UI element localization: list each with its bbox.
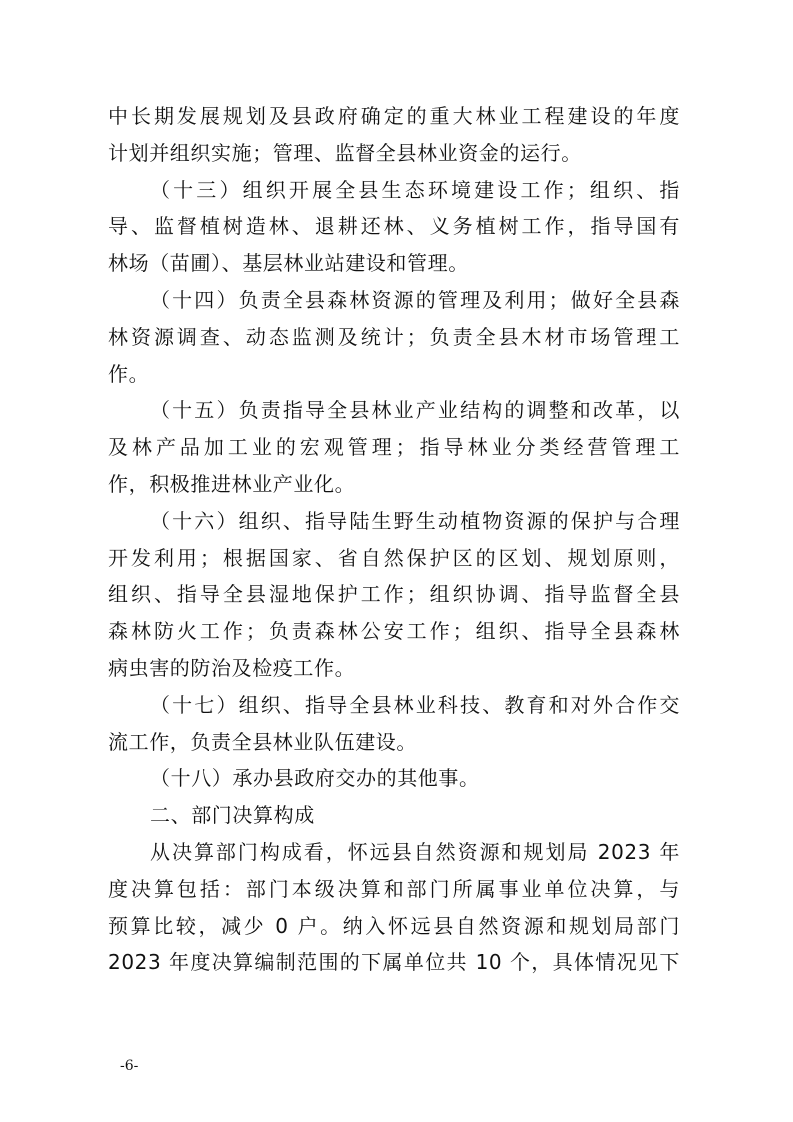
- text-line: 及林产品加工业的宏观管理；指导林业分类经营管理工: [108, 435, 680, 460]
- text-line: 度决算包括：部门本级决算和部门所属事业单位决算，与: [108, 876, 680, 901]
- text-line: 开发利用；根据国家、省自然保护区的区划、规划原则，: [108, 545, 680, 570]
- text-line: （十四）负责全县森林资源的管理及利用；做好全县森: [150, 287, 680, 312]
- text-line: 组织、指导全县湿地保护工作；组织协调、指导监督全县: [108, 582, 680, 607]
- text-line: 中长期发展规划及县政府确定的重大林业工程建设的年度: [108, 104, 680, 128]
- body-text: [108, 98, 680, 981]
- page-number: -6-: [120, 1058, 139, 1074]
- text-line: 森林防火工作；负责森林公安工作；组织、指导全县森林: [108, 619, 680, 644]
- text-line: （十八）承办县政府交办的其他事。: [150, 766, 480, 791]
- text-line: 计划并组织实施；管理、监督全县林业资金的运行。: [108, 140, 582, 165]
- text-line: 2023 年度决算编制范围的下属单位共 10 个，具体情况见下: [108, 950, 680, 975]
- text-line: 从决算部门构成看，怀远县自然资源和规划局 2023 年: [150, 839, 680, 864]
- text-line: （十六）组织、指导陆生野生动植物资源的保护与合理: [150, 508, 680, 533]
- text-line: 林资源调查、动态监测及统计；负责全县木材市场管理工: [108, 324, 680, 349]
- text-line: 作。: [108, 361, 150, 386]
- text-line: 预算比较，减少 0 户。纳入怀远县自然资源和规划局部门: [108, 913, 680, 938]
- text-line: 流工作，负责全县林业队伍建设。: [108, 729, 417, 754]
- text-line: 病虫害的防治及检疫工作。: [108, 655, 356, 680]
- text-line: （十五）负责指导全县林业产业结构的调整和改革，以: [150, 398, 680, 423]
- text-line: 林场（苗圃）、基层林业站建设和管理。: [108, 251, 469, 276]
- text-line: （十三）组织开展全县生态环境建设工作；组织、指: [150, 177, 680, 202]
- text-line: 作，积极推进林业产业化。: [108, 471, 356, 496]
- text-line: 导、监督植树造林、退耕还林、义务植树工作，指导国有: [108, 214, 680, 239]
- text-line: （十七）组织、指导全县林业科技、教育和对外合作交: [150, 692, 680, 717]
- section-heading: 二、部门决算构成: [150, 803, 315, 828]
